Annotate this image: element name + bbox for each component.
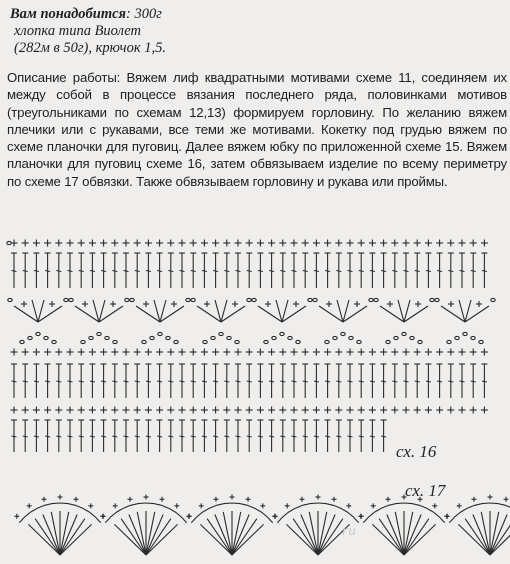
materials-yarn: хлопка типа Виолет: [14, 23, 141, 39]
materials-amount: : 300г: [126, 6, 162, 22]
materials-lead: Вам понадобится: [10, 6, 127, 22]
scheme-16-chart: [7, 240, 495, 453]
crochet-chart-diagram: [0, 226, 510, 564]
scheme-17-label: сх. 17: [405, 481, 446, 500]
materials-block: [10, 6, 310, 57]
materials-spec: (282м в 50г), крючок 1,5.: [14, 40, 167, 56]
scheme-17-chart: [14, 495, 510, 556]
scheme-16-label: сх. 16: [396, 442, 437, 461]
work-description: Описание работы: Вяжем лиф квадратными мотивами схеме 11, соединяем их между собой в процессе вязания последнего ряда, половинками мотивов (треугольниками по схемам 12,13) формируем горловину. По желанию вяжем плечики или с рукавами, все теми же мотивами. Кокетку под грудью вяжем по схеме планочки для пуговиц. Далее вяжем юбку по приложенной схеме 15. Вяжем планочки для пуговиц схеме 16, затем обвязываем изделие по всему периметру по схеме 17 обвязки. Также обвязываем горловину и рукава или проймы.: [7, 70, 507, 189]
watermark: ru: [342, 523, 357, 539]
